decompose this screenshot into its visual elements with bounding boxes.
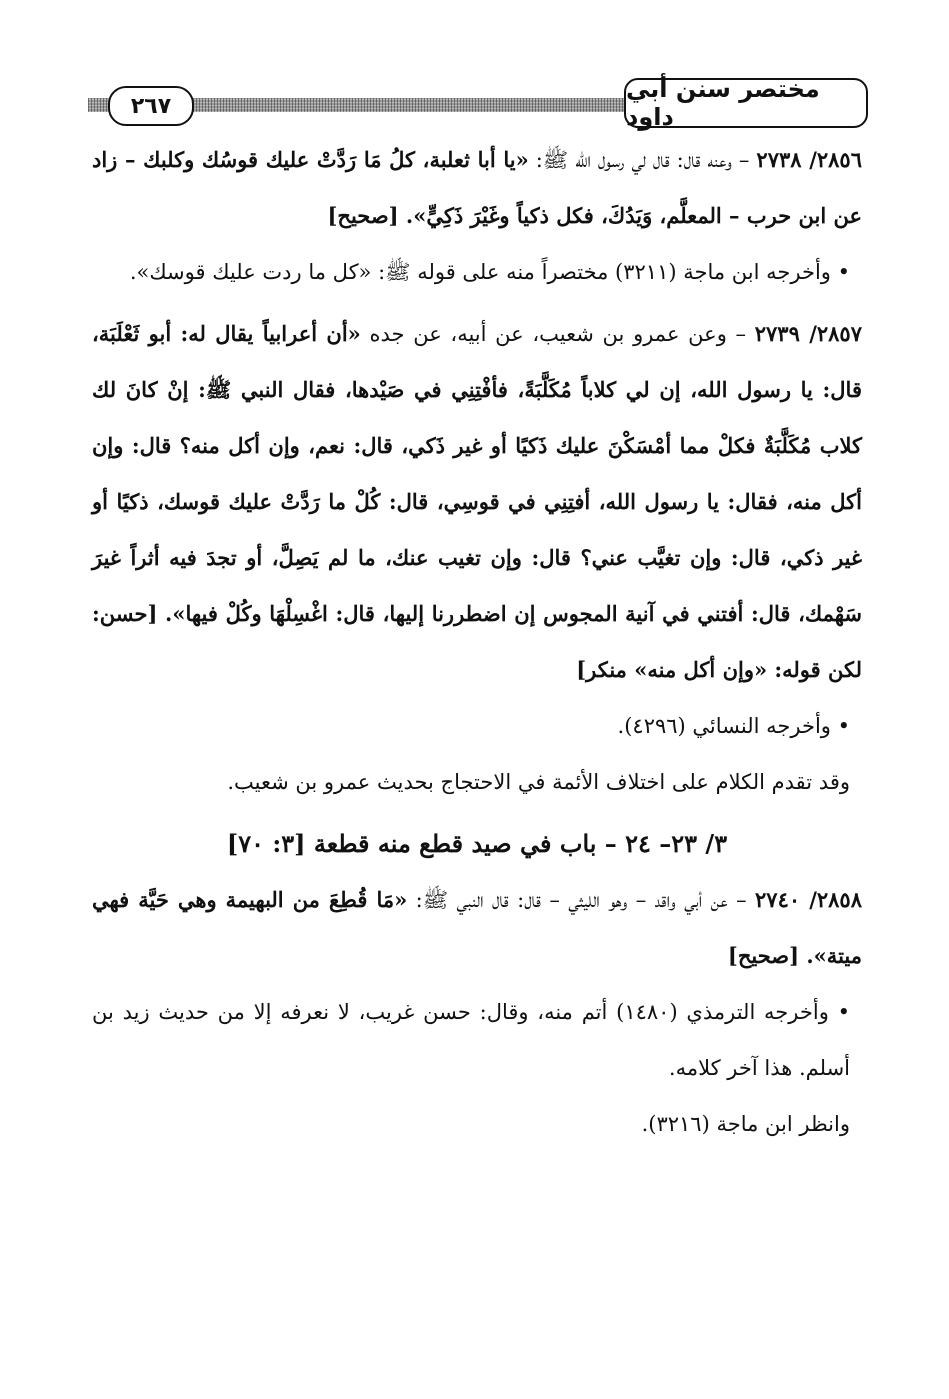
- page-number: ٢٦٧: [108, 86, 194, 126]
- hadith-intro: – وعنه قال: قال لي رسول الله ﷺ:: [528, 148, 757, 172]
- commentary-note: وانظر ابن ماجة (٣٢١٦).: [641, 1112, 850, 1136]
- hadith-2857: [92, 306, 862, 698]
- hadith-number: ٢٨٥٦/ ٢٧٣٨: [756, 147, 862, 172]
- takhrij-note: • وأخرجه الترمذي (١٤٨٠) أتم منه، وقال: حسن غريب، لا نعرفه إلا من حديث زيد بن أسلم. هذا آخر كلامه.: [92, 1000, 850, 1080]
- hadith-intro: – وعن عمرو بن شعيب، عن أبيه، عن جده: [360, 322, 755, 346]
- hadith-2858: [92, 872, 862, 984]
- page-header: [88, 75, 868, 131]
- hadith-number: ٢٨٥٨/ ٢٧٤٠: [755, 887, 862, 912]
- hadith-intro: – عن أبي واقد – وهو الليثي – قال: قال النبي ﷺ:: [407, 888, 756, 912]
- takhrij-note: • وأخرجه النسائي (٤٢٩٦).: [617, 714, 850, 738]
- page-content: [92, 132, 862, 1152]
- hadith-text: «مَا قُطِعَ من البهيمة وهي حَيَّة فهي ميتة». [صحيح]: [92, 887, 862, 968]
- commentary-note: وقد تقدم الكلام على اختلاف الأئمة في الاحتجاج بحديث عمرو بن شعيب.: [227, 770, 850, 794]
- hadith-number: ٢٨٥٧/ ٢٧٣٩: [754, 321, 862, 346]
- hadith-text: «أن أعرابياً يقال له: أبو ثَعْلَبَة، قال: يا رسول الله، إن لي كلاباً مُكَلَّبَةً، فأفْتِنِي في صَيْدها، فقال النبي ﷺ: إنْ كانَ لك كلاب مُكَلَّبَةٌ فكلْ مما أمْسَكْنَ عليك ذَكيًا أو غير ذَكي، قال: نعم، وإن أكل منه؟ قال: وإن أكل منه، فقال: يا رسول الله، أفتِنِي في قوسِي، قال: كُلْ ما رَدَّتْ عليك قوسك، ذكيًا أو غير ذكي، قال: وإن تغيَّب عني؟ قال: وإن تغيب عنك، ما لم يَصِلَّ، أو تجدَ فيه أثراً غيرَ سَهْمك، قال: أفتني في آنية المجوس إن اضطررنا إليها، قال: اغْسِلْهَا وكُلْ فيها». [حسن: لكن قوله: «وإن أكل منه» منكر]: [92, 321, 862, 682]
- takhrij-note: • وأخرجه ابن ماجة (٣٢١١) مختصراً منه على قوله ﷺ: «كل ما ردت عليك قوسك».: [129, 260, 850, 284]
- hadith-text: «يا أبا ثعلبة، كلُ مَا رَدَّتْ عليك قوسُك وكلبك – زاد عن ابن حرب – المعلَّم، وَيَدُكَ، فكل ذكياً وغَيْرَ ذَكِيٍّ». [صحيح]: [92, 147, 862, 228]
- hadith-2856: [92, 132, 862, 244]
- book-title: مختصر سنن أبي داود: [624, 78, 868, 128]
- chapter-heading: ٣/ ٢٣– ٢٤ – باب في صيد قطع منه قطعة [٣: ٧٠]: [226, 829, 728, 858]
